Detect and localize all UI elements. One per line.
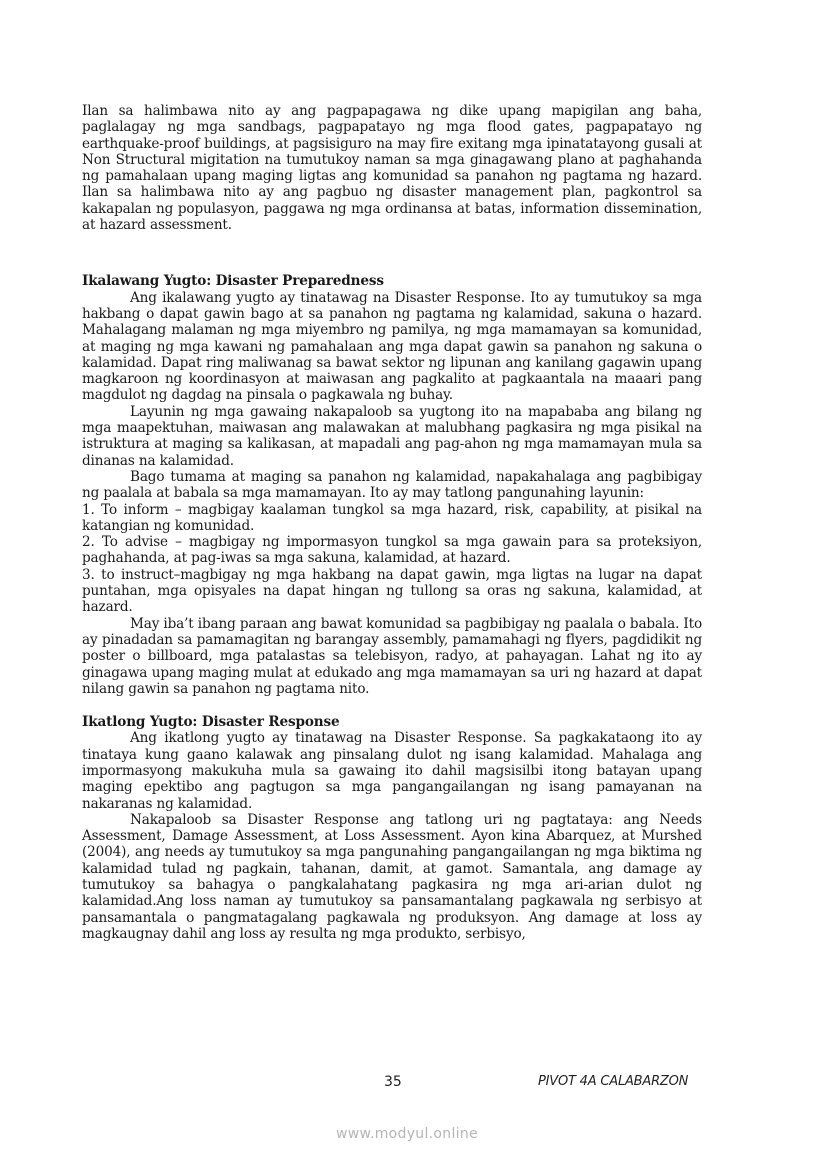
paragraph: Nakapaloob sa Disaster Response ang tatlong uri ng pagtataya: ang Needs Assessment, Damage Assessment, at Loss Assessment. Ayon kina Abarquez, at Murshed (2004), ang needs ay tumutukoy sa mga pangunahing pangangailangan ng mga biktima ng kalamidad tulad ng pagkain, tahanan, damit, at gamot. Samantala, ang damage ay tumutukoy sa bahagya o pangkalahatang pagkasira ng mga ari-arian dulot ng kalamidad.Ang loss naman ay tumutukoy sa pansamantalang pagkawala ng serbisyo at pansamantala o pangmatagalang pagkawala ng produksyon. Ang damage at loss ay magkaugnay dahil ang loss ay resulta ng mga produkto, serbisyo, <box>82 811 702 942</box>
footer-brand: PIVOT 4A CALABARZON <box>538 1074 689 1089</box>
watermark: www.modyul.online <box>336 1126 478 1142</box>
paragraph: Ang ikalawang yugto ay tinatawag na Disaster Response. Ito ay tumutukoy sa mga hakbang o dapat gawin bago at sa panahon ng pagtama ng kalamidad, sakuna o hazard. Mahalagang malaman ng mga miyembro ng pamilya, ng mga mamamayan sa komunidad, at maging ng mga kawani ng pamahalaan ang mga dapat gawin sa panahon ng sakuna o kalamidad. Dapat ring maliwanag sa bawat sektor ng lipunan ang kanilang gagawin upang magkaroon ng koordinasyon at maiwasan ang pagkalito at pagkaantala na maaari pang magdulot ng dagdag na pinsala o pagkawala ng buhay. <box>82 289 702 404</box>
section-spacer <box>82 697 702 714</box>
paragraph: Layunin ng mga gawaing nakapaloob sa yugtong ito na mapababa ang bilang ng mga maapektuhan, maiwasan ang malawakan at malubhang pagkasira ng mga pisikal na istruktura at maging sa kalikasan, at mapadali ang pag-ahon ng mga mamamayan mula sa dinanas na kalamidad. <box>82 403 702 469</box>
list-item: 1. To inform – magbigay kaalaman tungkol sa mga hazard, risk, capability, at pisikal na katangian ng komunidad. <box>82 501 702 534</box>
section-heading-preparedness: Ikalawang Yugto: Disaster Preparedness <box>82 273 384 290</box>
section-heading-response: Ikatlong Yugto: Disaster Response <box>82 714 340 731</box>
list-item: 2. To advise – magbigay ng impormasyon tungkol sa mga gawain para sa proteksiyon, paghahanda, at pag-iwas sa mga sakuna, kalamidad, at hazard. <box>82 534 702 567</box>
paragraph: May iba’t ibang paraan ang bawat komunidad sa pagbibigay ng paalala o babala. Ito ay pinadadan sa pamamagitan ng barangay assembly, pamamahagi ng flyers, pagdidikit ng poster o billboard, mga patalastas sa telebisyon, radyo, at pahayagan. Lahat ng ito ay ginagawa upang maging mulat at edukado ang mga mamamayan sa uri ng hazard at dapat nilang gawin sa panahon ng pagtama nito. <box>82 615 702 697</box>
page-number: 35 <box>384 1074 402 1090</box>
list-item: 3. to instruct–magbigay ng mga hakbang na dapat gawin, mga ligtas na lugar na dapat puntahan, mga opisyales na dapat hingan ng tullong sa oras ng sakuna, kalamidad, at hazard. <box>82 566 702 616</box>
paragraph: Bago tumama at maging sa panahon ng kalamidad, napakahalaga ang pagbibigay ng paalala at babala sa mga mamamayan. Ito ay may tatlong pangunahing layunin: <box>82 468 702 502</box>
page-body <box>82 103 702 942</box>
section-spacer <box>82 233 702 273</box>
paragraph: Ang ikatlong yugto ay tinatawag na Disaster Response. Sa pagkakataong ito ay tinataya kung gaano kalawak ang pinsalang dulot ng isang kalamidad. Mahalaga ang impormasyong makukuha mula sa gawaing ito dahil magsisilbi itong batayan upang maging epektibo ang pagtugon sa mga pangangailangan ng isang pamayanan na nakaranas ng kalamidad. <box>82 730 702 812</box>
intro-paragraph: Ilan sa halimbawa nito ay ang pagpapagawa ng dike upang mapigilan ang baha, paglalagay ng mga sandbags, pagpapatayo ng mga flood gates, pagpapatayo ng earthquake-proof buildings, at pagsisiguro na may fire exitang mga ipinatatayong gusali at Non Structural migitation na tumutukoy naman sa mga ginagawang plano at paghahanda ng pamahalaan upang maging ligtas ang komunidad sa panahon ng pagtama ng hazard. Ilan sa halimbawa nito ay ang pagbuo ng disaster management plan, pagkontrol sa kakapalan ng populasyon, paggawa ng mga ordinansa at batas, information dissemination, at hazard assessment. <box>82 103 702 234</box>
